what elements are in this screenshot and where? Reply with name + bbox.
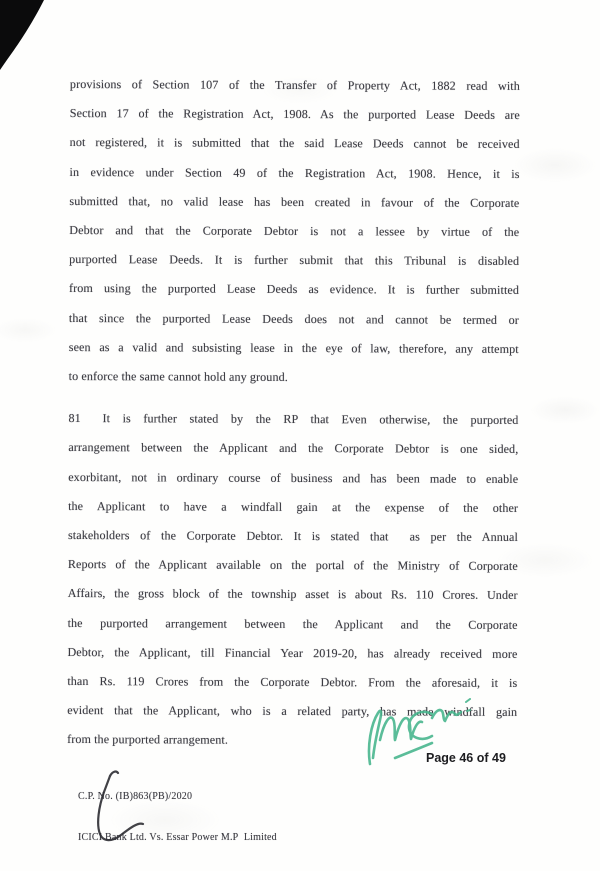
text-line: the Applicant to have a windfall gain at the expense of the other [68,498,519,515]
text-line [68,404,518,435]
text-line: Debtor, the Applicant, till Financial Year 2019-20, has already received more [67,644,518,661]
paragraph-first-line-text: It is further stated by the RP that Even otherwise, the purported [102,411,519,428]
text-line: provisions of Section 107 of the Transfer of Property Act, 1882 read with [69,76,520,93]
text-line: seen as a valid and subsisting lease in the eye of law, therefore, any attempt [68,339,519,356]
text-line: stakeholders of the Corporate Debtor. It is stated that as per the Annual [67,528,518,545]
page-corner-fold-icon [0,0,50,75]
text-line: Section 17 of the Registration Act, 1908. As the purported Lease Deeds are [69,106,520,123]
text-line: purported Lease Deeds. It is further submit that this Tribunal is disabled [69,252,520,269]
pen-scribble-icon [90,768,160,848]
text-line: from the purported arrangement. [67,732,229,748]
paragraph-1 [69,70,520,393]
text-line: exorbitant, not in ordinary course of business and has been made to enable [68,469,519,486]
text-line: the purported arrangement between the Applicant and the Corporate [67,615,518,632]
green-ink-signature-icon [340,688,480,783]
signature-strokes [369,699,470,764]
text-line: not registered, it is submitted that the said Lease Deeds cannot be received [69,135,520,152]
case-number: C.P. No. (IB)863(PB)/2020 [78,791,193,802]
pen-scribble-strokes [98,772,143,841]
text-line: than Rs. 119 Crores from the Corporate Debtor. From the aforesaid, it is [67,674,518,691]
case-title: ICICI Bank Ltd. Vs. Essar Power M.P Limited [78,831,277,843]
text-line: Debtor and that the Corporate Debtor is not a lessee by virtue of the [69,223,520,239]
text-line: Affairs, the gross block of the township asset is about Rs. 110 Crores. Under [67,586,518,603]
text-line: in evidence under Section 49 of the Registration Act, 1908. Hence, it is [69,164,520,181]
text-line: Reports of the Applicant available on the portal of the Ministry of Corporate [67,557,518,574]
text-line: submitted that, no valid lease has been created in favour of the Corporate [69,193,520,210]
text-line: to enforce the same cannot hold any ground. [68,369,288,384]
document-content [67,70,520,757]
corner-fold-shape [0,0,44,70]
text-line: arrangement between the Applicant and the Corporate Debtor is one sided, [68,440,519,457]
text-line: that since the purported Lease Deeds does not and cannot be termed or [68,310,519,327]
text-line: from using the purported Lease Deeds as evidence. It is further submitted [69,281,520,298]
page-indicator: Page 46 of 49 [426,751,506,765]
paragraph-1-lines [69,70,520,393]
paragraph-number: 81 [68,411,81,426]
text-line: evident that the Applicant, who is a related party, has made windfall gain [67,703,518,720]
